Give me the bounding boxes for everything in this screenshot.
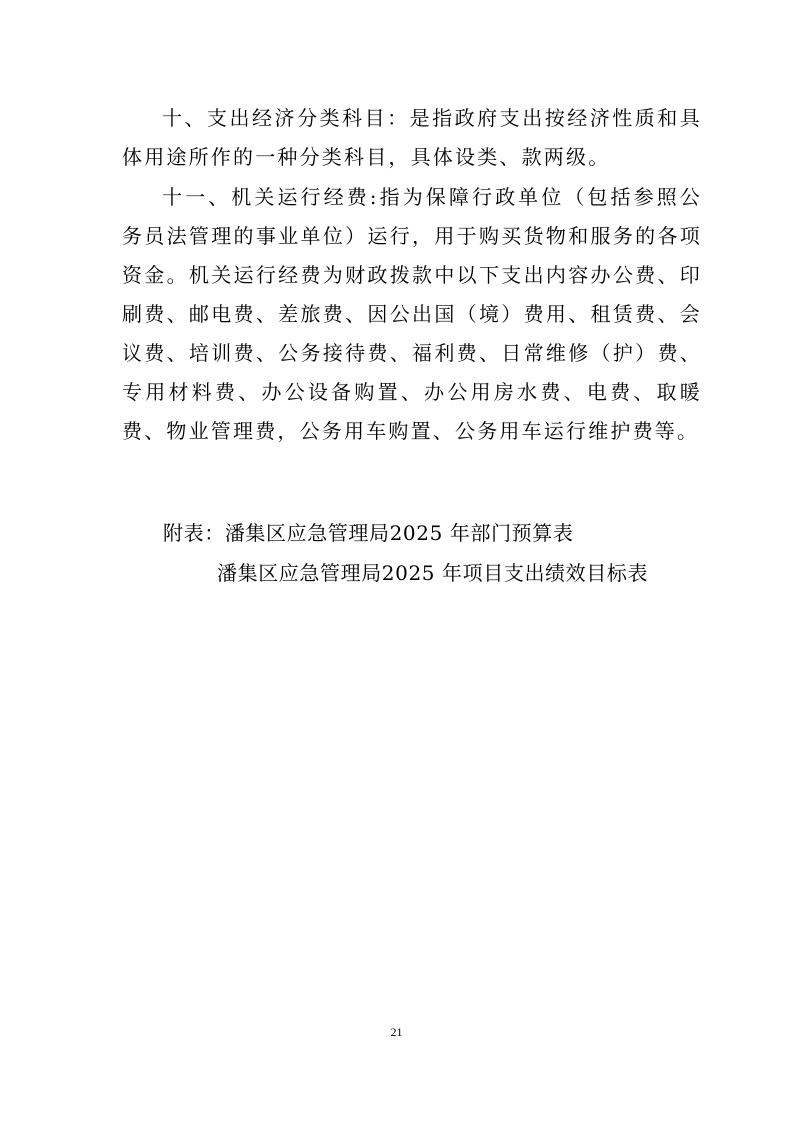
attachment-item-performance-table: 潘集区应急管理局2025 年项目支出绩效目标表 bbox=[217, 561, 649, 585]
paragraph-expenditure-classification: 十、支出经济分类科目：是指政府支出按经济性质和具体用途所作的一种分类科目，具体设类、款两级。 bbox=[122, 106, 702, 169]
attachment-line-2 bbox=[217, 558, 648, 588]
attachment-line-1 bbox=[163, 518, 573, 548]
attachment-item-budget-table: 潘集区应急管理局2025 年部门预算表 bbox=[224, 521, 574, 545]
attachment-label: 附表： bbox=[163, 521, 225, 545]
paragraph-operating-expenses: 十一、机关运行经费:指为保障行政单位（包括参照公务员法管理的事业单位）运行，用于购买货物和服务的各项资金。机关运行经费为财政拨款中以下支出内容办公费、印刷费、邮电费、差旅费、因公出国（境）费用、租赁费、会议费、培训费、公务接待费、福利费、日常维修（护）费、专用材料费、办公设备购置、办公用房水费、电费、取暖费、物业管理费，公务用车购置、公务用车运行维护费等。 bbox=[122, 185, 702, 443]
page-number: 21 bbox=[390, 1025, 403, 1039]
